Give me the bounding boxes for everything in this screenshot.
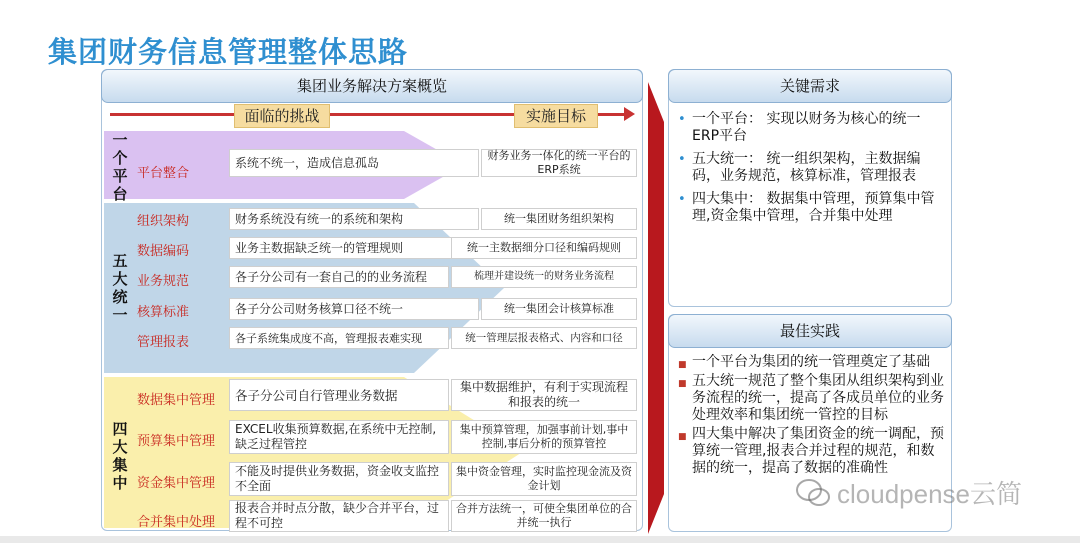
wechat-icon [795,478,831,508]
row-challenge: 各子分公司自行管理业务数据 [229,379,449,411]
row-challenge: 财务系统没有统一的系统和架构 [229,208,479,230]
row-item: 业务规范 [137,274,190,289]
row-goal: 集中预算管理，加强事前计划,事中控制,事后分析的预算管控 [451,420,637,454]
row-goal: 集中数据维护，有利于实现流程和报表的统一 [451,379,637,411]
best-practice-list [678,354,946,479]
timeline-arrow-head [624,107,635,121]
key-need-item: • 四大集中： 数据集中管理，预算集中管理,资金集中管理，合并集中处理 [678,191,935,224]
row-challenge: EXCEL收集预算数据,在系统中无控制,缺乏过程管控 [229,420,449,454]
row-goal: 统一集团财务组织架构 [481,208,637,230]
row-item: 数据集中管理 [137,393,216,408]
row-item: 数据编码 [137,244,190,259]
row-item: 合并集中处理 [137,515,216,530]
key-need-item: • 五大统一： 统一组织架构，主数据编码，业务规范，核算标准，管理报表 [678,151,921,184]
row-item: 平台整合 [137,166,190,181]
best-practice-item: ■ 一个平台为集团的统一管理奠定了基础 [678,354,930,370]
row-item: 组织架构 [137,214,190,229]
best-practice-item: ■ 四大集中解决了集团资金的统一调配，预算统一管理,报表合并过程的规范，和数据的统一，提高了数据的准确性 [678,426,944,476]
challenge-label: 面临的挑战 [234,104,330,128]
row-challenge: 报表合并时点分散，缺少合并平台，过程不可控 [229,500,449,532]
watermark [795,474,1022,511]
row-challenge: 各子分公司有一套自己的的业务流程 [229,266,449,288]
row-item: 管理报表 [137,335,190,350]
key-needs-header: 关键需求 [668,69,952,103]
category-label-unify: 五 大 统 一 [112,252,128,324]
watermark-text: cloudpense云简 [837,479,1022,509]
row-item: 核算标准 [137,305,190,320]
target-label: 实施目标 [514,104,598,128]
row-goal: 统一管理层报表格式、内容和口径 [451,327,637,349]
key-need-item: • 一个平台： 实现以财务为核心的统一ERP平台 [678,111,921,144]
row-item: 资金集中管理 [137,476,216,491]
row-goal: 统一主数据细分口径和编码规则 [451,237,637,259]
row-goal: 集中资金管理，实时监控现金流及资金计划 [451,462,637,496]
page-title: 集团财务信息管理整体思路 [48,35,409,69]
row-challenge: 各子分公司财务核算口径不统一 [229,298,479,320]
row-challenge: 不能及时提供业务数据，资金收支监控不全面 [229,462,449,496]
best-practice-item: ■ 五大统一规范了整个集团从组织架构到业务流程的统一，提高了各成员单位的业务处理效率和集团统一管控的目标 [678,373,944,423]
row-challenge: 各子系统集成度不高，管理报表难实现 [229,327,449,349]
best-practice-header: 最佳实践 [668,314,952,348]
row-challenge: 系统不统一，造成信息孤岛 [229,149,479,177]
category-label-centralize: 四 大 集 中 [112,420,128,492]
overview-header: 集团业务解决方案概览 [101,69,643,103]
bottom-bar [0,536,1080,543]
row-goal: 梳理并建设统一的财务业务流程 [451,266,637,288]
row-challenge: 业务主数据缺乏统一的管理规则 [229,237,479,259]
key-needs-list [678,111,946,231]
row-goal: 财务业务一体化的统一平台的ERP系统 [481,149,637,177]
divider-arrow [648,82,664,534]
row-item: 预算集中管理 [137,434,216,449]
category-label-platform: 一 个 平 台 [112,131,128,203]
row-goal: 合并方法统一，可使全集团单位的合并统一执行 [451,500,637,532]
row-goal: 统一集团会计核算标准 [481,298,637,320]
